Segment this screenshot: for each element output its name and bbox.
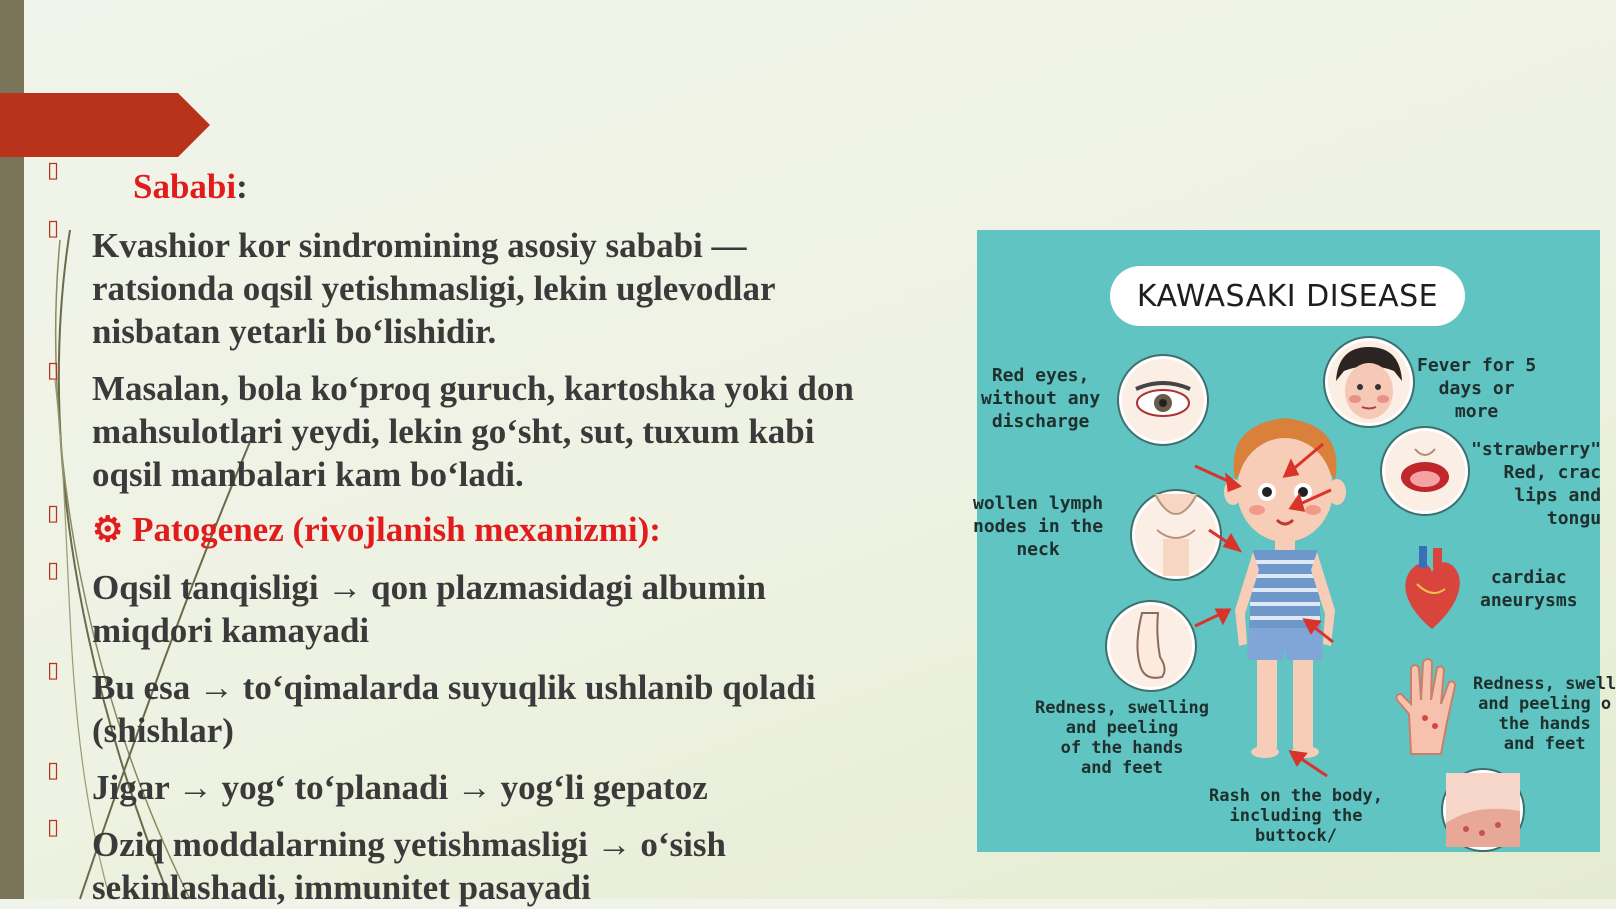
- bullet-marker: ▯: [47, 758, 60, 783]
- bullet-marker: ▯: [47, 558, 60, 583]
- body-line: Masalan, bola ko‘proq guruch, kartoshka yoki don: [92, 369, 854, 408]
- caption-fever: Fever for 5 days or more: [1417, 355, 1537, 422]
- caption-lymph-nodes: wollen lymph nodes in the neck: [973, 493, 1104, 560]
- bullet-marker: ▯: [47, 358, 60, 383]
- body-line: Oziq moddalarning yetishmasligi → o‘sish: [92, 825, 726, 864]
- body-line: Kvashior kor sindromining asosiy sababi —: [92, 226, 747, 265]
- caption-hands-right: Redness, swell and peeling o the hands and feet: [1473, 674, 1616, 754]
- caption-strawberry-tongue: "strawberry" Red, crac lips and tongu: [1471, 439, 1602, 529]
- caption-hands-left: Redness, swelling and peeling of the hands and feet: [1035, 698, 1209, 778]
- caption-rash: Rash on the body, including the buttock/: [1209, 786, 1383, 846]
- body-line: Bu esa → to‘qimalarda suyuqlik ushlanib qoladi: [92, 668, 816, 707]
- heading-colon: :: [236, 167, 248, 206]
- body-line: Jigar → yog‘ to‘planadi → yog‘li gepatoz: [92, 768, 708, 807]
- body-line: mahsulotlari yeydi, lekin go‘sht, sut, tuxum kabi: [92, 412, 815, 451]
- heading-word: Sababi: [133, 167, 237, 206]
- kawasaki-infographic: [973, 230, 1616, 852]
- body-line: oqsil manbalari kam bo‘ladi.: [92, 455, 524, 494]
- bullet-marker: ▯: [47, 158, 60, 183]
- body-line: ratsionda oqsil yetishmasligi, lekin uglevodlar: [92, 269, 776, 308]
- body-line: sekinlashadi, immunitet pasayadi: [92, 868, 591, 907]
- title-arrow-tab: [0, 93, 210, 157]
- bullet-marker: ▯: [47, 216, 60, 241]
- bullet-marker: ▯: [47, 501, 60, 526]
- body-line: (shishlar): [92, 711, 234, 750]
- caption-cardiac: cardiac aneurysms: [1480, 567, 1578, 611]
- body-line: Oqsil tanqisligi → qon plazmasidagi albumin: [92, 568, 766, 607]
- body-line: nisbatan yetarli bo‘lishidir.: [92, 312, 497, 351]
- bullet-marker: ▯: [47, 815, 60, 840]
- caption-red-eyes: Red eyes, without any discharge: [981, 365, 1101, 432]
- pathogenesis-heading: ⚙ Patogenez (rivojlanish mexanizmi):: [92, 510, 661, 549]
- section-heading: [133, 165, 248, 208]
- bullet-marker: ▯: [47, 658, 60, 683]
- infographic-title: KAWASAKI DISEASE: [1136, 278, 1439, 314]
- body-line: miqdori kamayadi: [92, 611, 370, 650]
- symptom-arrows: [977, 230, 1600, 852]
